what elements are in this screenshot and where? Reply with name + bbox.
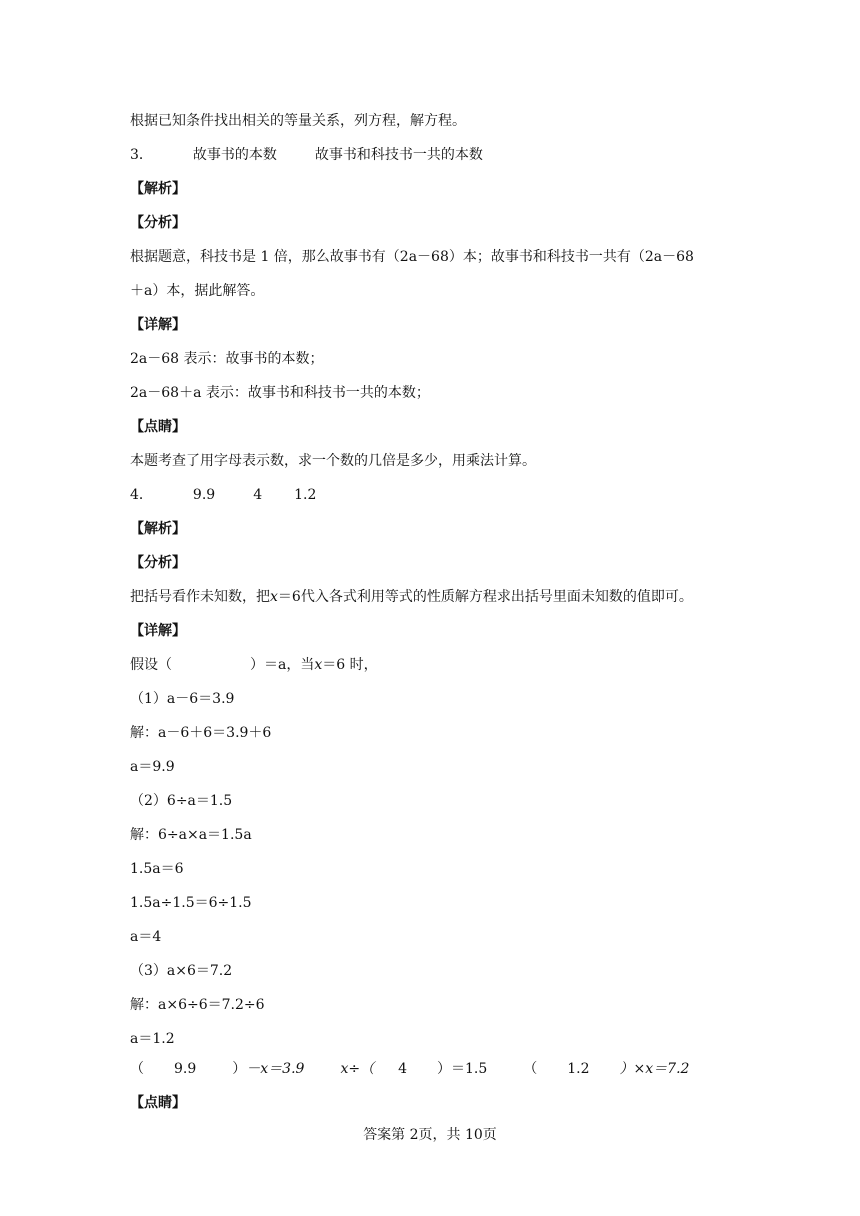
answer-blank-3: 1.2	[294, 487, 317, 503]
answer-blank-1: 故事书的本数	[192, 147, 277, 163]
section-heading-dianjing: 【点睛】	[130, 1095, 186, 1111]
analysis-text-cont: ＋a）本，据此解答。	[130, 283, 265, 299]
section-heading-fenxi: 【分析】	[130, 215, 186, 231]
detail-line: （1）a－6＝3.9	[130, 691, 235, 707]
final-equations-line: （ 9.9 ）－x＝3.9 x÷（ 4 ）＝1.5 （ 1.2 ）×x＝7.2	[130, 1061, 690, 1077]
detail-line: 1.5a÷1.5＝6÷1.5	[130, 895, 252, 911]
detail-line: 2a－68 表示：故事书的本数；	[130, 351, 324, 367]
question-4-answer-line	[130, 486, 316, 504]
method-summary: 根据已知条件找出相关的等量关系，列方程，解方程。	[130, 113, 466, 129]
question-number: 4．	[130, 487, 153, 503]
filled-value: 9.9	[174, 1061, 197, 1077]
page-footer: 答案第 2页，共 10页	[363, 1127, 497, 1143]
section-heading-jiexi: 【解析】	[130, 521, 186, 537]
detail-line: 1.5a＝6	[130, 861, 184, 877]
detail-line: 解：a－6＋6＝3.9＋6	[130, 725, 272, 741]
detail-line: 2a－68＋a 表示：故事书和科技书一共的本数；	[130, 385, 430, 401]
variable-x: x	[314, 657, 323, 673]
detail-line: （3）a×6＝7.2	[130, 963, 233, 979]
comment-text: 本题考查了用字母表示数，求一个数的几倍是多少，用乘法计算。	[130, 453, 536, 469]
answer-blank-2: 故事书和科技书一共的本数	[314, 147, 483, 163]
detail-line: 解：6÷a×a＝1.5a	[130, 827, 252, 843]
section-heading-xiangjie: 【详解】	[130, 623, 186, 639]
filled-value: 4	[398, 1061, 407, 1077]
variable-x: x	[270, 589, 278, 605]
analysis-text: 把括号看作未知数，把x＝6代入各式利用等式的性质解方程求出括号里面未知数的值即可。	[130, 589, 693, 605]
section-heading-dianjing: 【点睛】	[130, 419, 186, 435]
detail-line: a＝4	[130, 929, 162, 945]
section-heading-fenxi: 【分析】	[130, 555, 186, 571]
detail-line: a＝1.2	[130, 1031, 175, 1047]
question-3-answer-line	[130, 146, 483, 164]
section-heading-xiangjie: 【详解】	[130, 317, 186, 333]
filled-value: 1.2	[567, 1061, 590, 1077]
answer-blank-1: 9.9	[192, 487, 216, 503]
detail-line: a＝9.9	[130, 759, 175, 775]
answer-blank-2: 4	[253, 487, 263, 503]
analysis-text: 根据题意，科技书是 1 倍，那么故事书有（2a－68）本；故事书和科技书一共有（2a－68	[130, 249, 694, 265]
detail-line: 解：a×6÷6＝7.2÷6	[130, 997, 265, 1013]
section-heading-jiexi: 【解析】	[130, 181, 186, 197]
detail-line: （2）6÷a＝1.5	[130, 793, 233, 809]
assumption-line: 假设（ ）＝a，当x＝6 时，	[130, 657, 378, 673]
question-number: 3．	[130, 147, 153, 163]
